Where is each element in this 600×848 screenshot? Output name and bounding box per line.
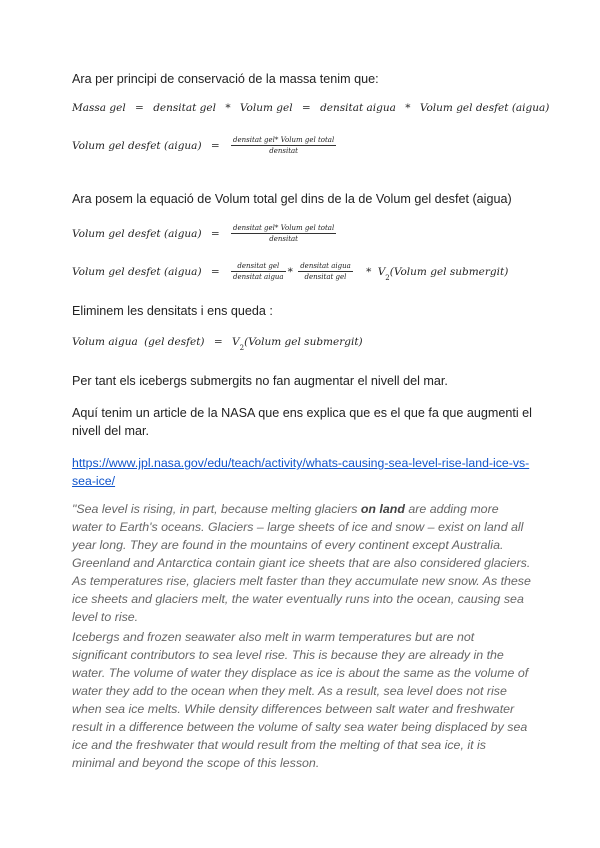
eq1-densitat-gel: densitat gel: [153, 102, 216, 114]
nasa-article-link[interactable]: https://www.jpl.nasa.gov/edu/teach/activity/whats-causing-sea-level-rise-land-ice-vs-sea-ice/: [72, 456, 530, 488]
eq4-fraction-2: $\frac{\text{densitat aigua}}{\text{densitat gel}}$: [300, 262, 351, 281]
quote-paragraph-2: Icebergs and frozen seawater also melt in warm temperatures but are not significant contributors to sea level rise. This is because they are already in the water. The volume of water they displace as ice is about the same as the volume of water they add to the ocean when they melt. As a result, sea level does not rise when sea ice melts. While density differences between salt water and freshwater result in a difference between the volume of salty sea water being displaced by sea ice and the freshwater that would result from the melting of that sea ice, it is minimal and beyond the scope of this lesson.: [72, 630, 529, 770]
nasa-intro-text: Aquí tenim un article de la NASA que ens explica que es el que fa que augmenti el nivell del mar.: [72, 406, 532, 438]
eq1-massa-gel: Massa gel: [72, 102, 126, 114]
equation-volum-desfet: Volum gel desfet (aigua) = $\frac{\text{densitat gel* Volum gel total}}{\text{densitat}}$: [72, 136, 335, 155]
equation-volum-desfet-repeat: Volum gel desfet (aigua) = $\frac{\text{densitat gel* Volum gel total}}{\text{densitat}}$: [72, 224, 335, 243]
intro-text: Ara per principi de conservació de la massa tenim que:: [72, 72, 379, 86]
equation-mass-conservation: Massa gel = densitat gel * Volum gel = densitat aigua * Volum gel desfet (aigua): [72, 102, 550, 114]
eq1-volum-gel-desfet: Volum gel desfet: [419, 102, 509, 114]
quote-bold-on-land: on land: [360, 502, 405, 516]
eliminate-densities-text: Eliminem les densitats i ens queda :: [72, 304, 273, 318]
eq3-fraction: $\frac{\text{densitat gel* Volum gel total}}{\text{densitat}}$: [233, 224, 335, 243]
conclusion-text: Per tant els icebergs submergits no fan augmentar el nivell del mar.: [72, 374, 448, 388]
eq1-volum-gel: Volum gel: [239, 102, 293, 114]
eq4-fraction-1: $\frac{\text{densitat gel}}{\text{densitat aigua}}$: [233, 262, 284, 281]
quote-paragraph-1: "Sea level is rising, in part, because melting glaciers on land are adding more water to Earth's oceans. Glaciers – large sheets of ice and snow – exist on land all year long. They are found in the mountains of every continent except Australia. Greenland and Antarctica contain giant ice sheets that are also considered glaciers. As temperatures rise, glaciers melt faster than they accumulate new snow. As these ice sheets and glaciers melt, the water eventually runs into the ocean, causing sea level to rise.: [72, 502, 531, 624]
equation-final: Volum aigua (gel desfet) = $V_2(Volum$ gel submergit): [72, 336, 363, 352]
equation-substituted: Volum gel desfet (aigua) = $\frac{\text{densitat gel}}{\text{densitat aigua}}$ * $\frac{\text{densitat aigua}}{\text{densitat gel}}$ * $V_2(Volum$ gel submergit): [72, 262, 509, 282]
substitution-intro: Ara posem la equació de Volum total gel dins de la de Volum gel desfet (aigua): [72, 192, 512, 206]
eq2-fraction: $\frac{\text{densitat gel* Volum gel total}}{\text{densitat}}$: [233, 136, 335, 155]
eq1-densitat-aigua: densitat aigua: [320, 102, 396, 114]
